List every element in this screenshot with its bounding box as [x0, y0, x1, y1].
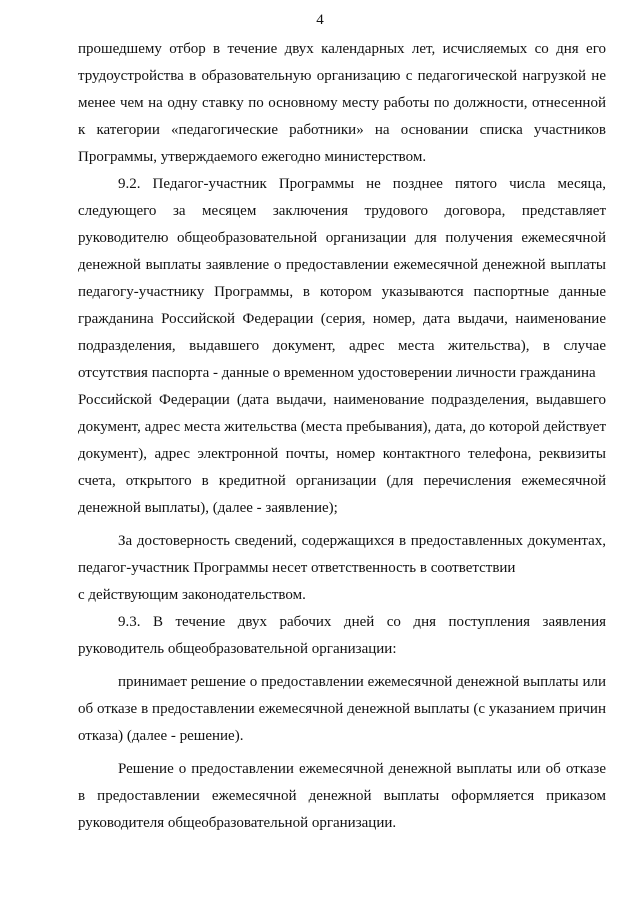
paragraph-9-2-continued: Российской Федерации (дата выдачи, наименование подразделения, выдавшего документ, адрес места жительства (места пребывания), дата, до которой действует документ), адрес электронной почты, номер контактного телефона, реквизиты счета, открытого в кредитной организации (для перечисления ежемесячной денежной выплаты), (далее - заявление); [78, 392, 606, 516]
paragraph-decision: принимает решение о предоставлении ежемесячной денежной выплаты или об отказе в предоставлении ежемесячной денежной выплаты (с указанием причин отказа) (далее - решение). [78, 674, 606, 744]
paragraph-legislation: с действующим законодательством. [78, 587, 306, 603]
paragraph-9-2: 9.2. Педагог-участник Программы не позднее пятого числа месяца, следующего за месяцем заключения трудового договора, представляет руководителю общеобразовательной организации для получения ежемесячной денежной выплаты заявление о предоставлении ежемесячной денежной выплаты педагогу-участнику Программы, в котором указываются паспортные данные гражданина Российской Федерации (серия, номер, дата выдачи, наименование подразделения, выдавшего документ, адрес места жительства), в случае отсутствия паспорта - данные о временном удостоверении личности гражданина [78, 176, 606, 381]
paragraph-continuation: прошедшему отбор в течение двух календарных лет, исчисляемых со дня его трудоустройства в образовательную организацию с педагогической нагрузкой не менее чем на одну ставку по основному месту работы по должности, отнесенной к категории «педагогические работники» на основании списка участников Программы, утверждаемого ежегодно министерством. [78, 41, 606, 165]
document-body [78, 36, 606, 837]
paragraph-9-3: 9.3. В течение двух рабочих дней со дня поступления заявления руководитель общеобразовательной организации: [78, 614, 606, 657]
paragraph-responsibility: За достоверность сведений, содержащихся в предоставленных документах, педагог-участник Программы несет ответственность в соответствии [78, 533, 606, 576]
paragraph-order: Решение о предоставлении ежемесячной денежной выплаты или об отказе в предоставлении ежемесячной денежной выплаты оформляется приказом руководителя общеобразовательной организации. [78, 761, 606, 831]
page-number: 4 [316, 12, 324, 28]
